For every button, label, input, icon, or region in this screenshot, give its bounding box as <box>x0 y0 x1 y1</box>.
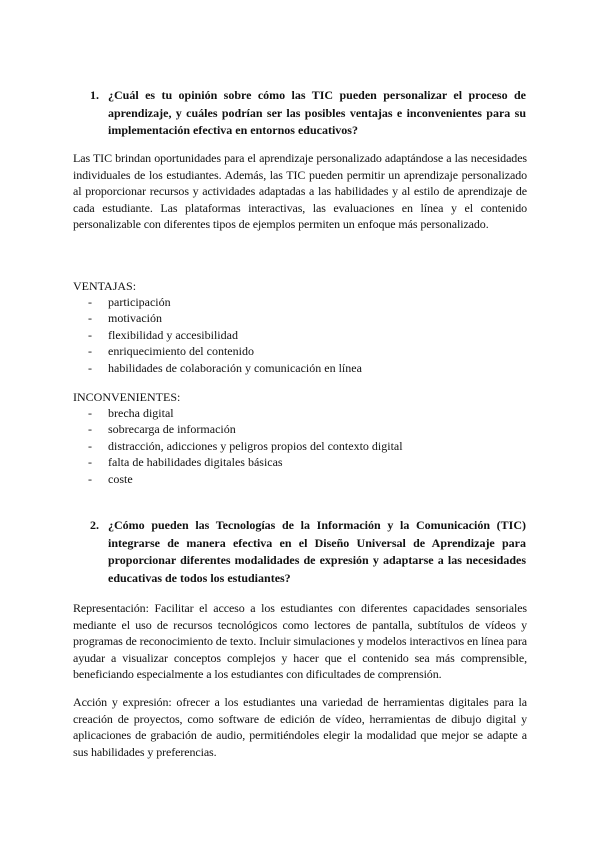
question-2-text: ¿Cómo pueden las Tecnologías de la Información y la Comunicación (TIC) integrarse de manera efectiva en el Diseño Universal de Aprendizaje para proporcionar diferentes modalidades de expresión y adaptarse a las necesidades educativas de todos los estudiantes? <box>108 518 526 585</box>
representacion-paragraph: Representación: Facilitar el acceso a los estudiantes con diferentes capacidades sensoriales mediante el uso de recursos tecnológicos como lectores de pantalla, subtítulos de vídeos y programas de reconocimiento de texto. Incluir simulaciones y modelos interactivos en línea para ayudar a visualizar conceptos complejos y hacer que el contenido sea más comprensible, beneficiando especialmente a los estudiantes con dificultades de comprensión. <box>73 601 528 681</box>
list-item: - motivación <box>88 311 162 326</box>
list-item: - participación <box>88 295 171 309</box>
question-2-number: 2. <box>90 518 99 532</box>
ventajas-heading: VENTAJAS: <box>73 279 137 293</box>
ventajas-list <box>88 294 362 376</box>
question-2 <box>90 517 526 587</box>
list-item: - coste <box>88 471 133 486</box>
inconvenientes-heading: INCONVENIENTES: <box>73 390 181 404</box>
question-1-number: 1. <box>90 88 99 102</box>
answer-1-paragraph: Las TIC brindan oportunidades para el aprendizaje personalizado adaptándose a las necesidades individuales de los estudiantes. Además, las TIC pueden permitir un aprendizaje personalizado al proporcionar recursos y actividades adaptadas a las habilidades y al estilo de aprendizaje de cada estudiante. Las plataformas interactivas, las evaluaciones en línea y el contenido personalizable con diferentes tipos de ejemplos permiten un enfoque más personalizado. <box>73 151 527 231</box>
accion-expresion-paragraph: Acción y expresión: ofrecer a los estudiantes una variedad de herramientas digitales para la creación de proyectos, como software de edición de vídeo, herramientas de dibujo digital y aplicaciones de grabación de audio, permitiéndoles elegir la modalidad que mejor se adapte a sus habilidades y preferencias. <box>73 695 527 759</box>
list-item: - distracción, adicciones y peligros propios del contexto digital <box>88 438 403 453</box>
list-item: - sobrecarga de información <box>88 422 236 437</box>
inconvenientes-list <box>88 405 403 487</box>
question-1-text: ¿Cuál es tu opinión sobre cómo las TIC pueden personalizar el proceso de aprendizaje, y cuáles podrían ser las posibles ventajas e inconvenientes para su implementación efectiva en entornos educativos? <box>108 88 526 137</box>
question-1 <box>90 87 526 140</box>
list-item: - flexibilidad y accesibilidad <box>88 327 238 342</box>
list-item: - enriquecimiento del contenido <box>88 344 254 359</box>
list-item: - brecha digital <box>88 406 174 420</box>
list-item: - habilidades de colaboración y comunicación en línea <box>88 360 362 375</box>
list-item: - falta de habilidades digitales básicas <box>88 455 283 470</box>
